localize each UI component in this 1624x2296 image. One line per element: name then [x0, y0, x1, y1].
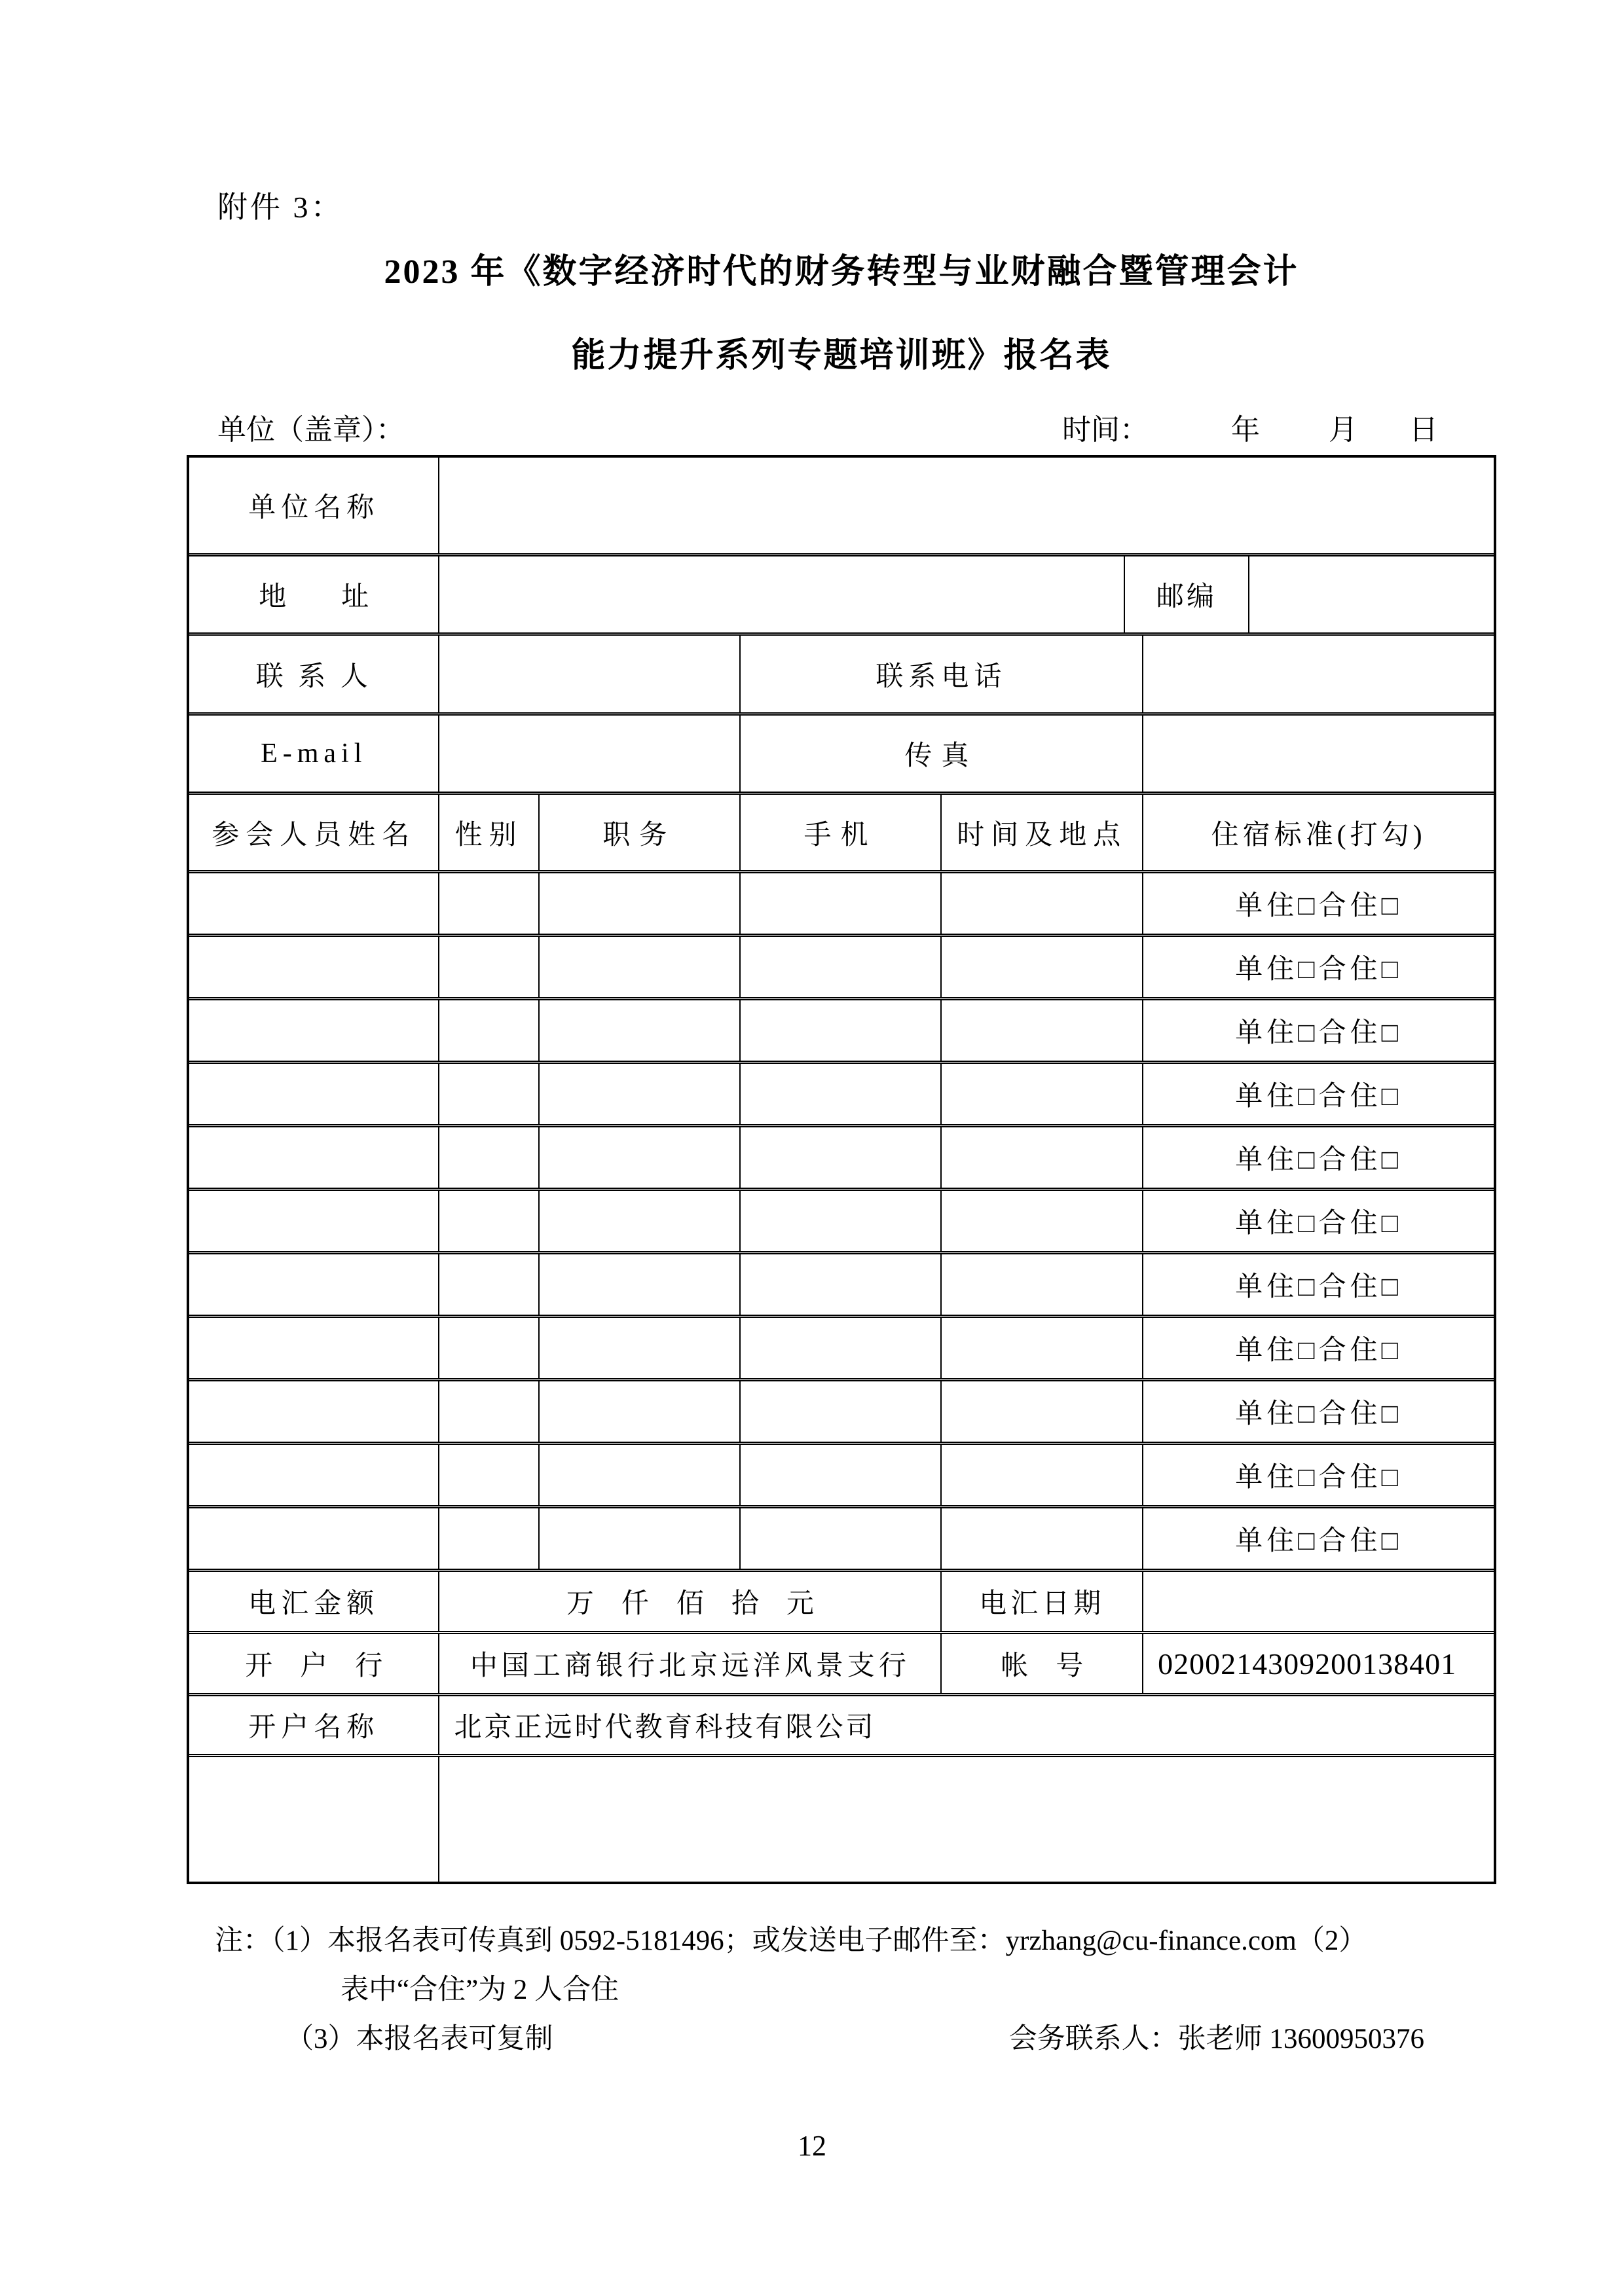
account-name-label-cell: [189, 1696, 439, 1754]
contact-label: 联 系 人: [255, 661, 372, 692]
contact-phone-label-cell: [741, 636, 1144, 712]
attendee-name-cell: [189, 1445, 439, 1505]
note-line-3-left: （3）本报名表可复制: [286, 2024, 553, 2054]
lodging-option-label: 单住□合住□: [1235, 1399, 1402, 1429]
attendee-mobile-cell: [741, 873, 942, 934]
year-label: 年: [1231, 414, 1260, 446]
lodging-option-label: 单住□合住□: [1235, 1526, 1402, 1556]
expectation-label-cell: [189, 1757, 439, 1882]
attendee-lodging-cell: [1143, 1508, 1494, 1569]
attendee-row: [189, 1508, 1494, 1572]
header-name-cell: [189, 795, 439, 870]
attendee-name-cell: [189, 1191, 439, 1251]
lodging-option-label: 单住□合住□: [1235, 1463, 1402, 1493]
account-name-value-cell: [439, 1696, 1494, 1754]
bank-value: 中国工商银行北京远洋风景支行: [470, 1651, 910, 1681]
attendee-name-cell: [189, 1508, 439, 1569]
attendee-mobile-cell: [741, 1127, 942, 1188]
address-label-cell: [189, 556, 439, 632]
lodging-option-label: 单住□合住□: [1235, 955, 1402, 985]
attendee-mobile-cell: [741, 1000, 942, 1061]
remit-date-value-cell: [1143, 1572, 1494, 1631]
registration-form-table: [187, 455, 1496, 1884]
remit-amount-label: 电汇金额: [248, 1589, 380, 1619]
account-value: 0200214309200138401: [1158, 1647, 1457, 1681]
header-gender-cell: [439, 795, 539, 870]
bank-value-cell: [439, 1634, 942, 1693]
attendee-lodging-cell: [1143, 1191, 1494, 1251]
bank-row: [189, 1634, 1494, 1696]
attendee-position-cell: [540, 1191, 741, 1251]
attendee-row: [189, 1064, 1494, 1127]
fax-label-cell: [741, 716, 1144, 792]
conference-contact: 会务联系人：张老师 13600950376: [1008, 2024, 1424, 2054]
attachment-label: 附件 3：: [217, 191, 344, 224]
attendee-row: [189, 937, 1494, 1000]
attendee-mobile-cell: [741, 1445, 942, 1505]
email-label-cell: [189, 716, 439, 792]
header-mobile-label: 手机: [803, 820, 877, 850]
attendee-mobile-cell: [741, 1254, 942, 1315]
contact-phone-label: 联系电话: [876, 661, 1007, 692]
attendee-position-cell: [540, 1445, 741, 1505]
document-title: [187, 230, 1496, 398]
attendee-row: [189, 1254, 1494, 1318]
header-position-label: 职务: [602, 820, 676, 850]
attendee-time-place-cell: [942, 937, 1143, 997]
time-label: 时间：: [1062, 414, 1149, 446]
attendee-gender-cell: [439, 1381, 539, 1442]
contact-phone-value-cell: [1143, 636, 1494, 712]
unit-name-row: [189, 458, 1494, 556]
attendee-mobile-cell: [741, 1191, 942, 1251]
header-mobile-cell: [741, 795, 942, 870]
attendee-name-cell: [189, 1254, 439, 1315]
attendee-position-cell: [540, 1508, 741, 1569]
attendee-lodging-cell: [1143, 937, 1494, 997]
attendee-time-place-cell: [942, 1381, 1143, 1442]
unit-name-value-cell: [439, 458, 1494, 553]
attendee-lodging-cell: [1143, 1064, 1494, 1124]
attendee-gender-cell: [439, 1127, 539, 1188]
contact-row: [189, 636, 1494, 716]
meta-row: [187, 402, 1496, 445]
attendee-mobile-cell: [741, 937, 942, 997]
attendee-position-cell: [540, 937, 741, 997]
attendee-gender-cell: [439, 1191, 539, 1251]
attendee-row: [189, 1191, 1494, 1254]
header-lodging-cell: [1143, 795, 1494, 870]
attendee-lodging-cell: [1143, 873, 1494, 934]
fax-value-cell: [1143, 716, 1494, 792]
day-label: 日: [1409, 414, 1438, 446]
lodging-option-label: 单住□合住□: [1235, 1018, 1402, 1048]
account-label-cell: [942, 1634, 1143, 1693]
attendee-gender-cell: [439, 1508, 539, 1569]
attendee-row: [189, 1000, 1494, 1064]
title-line-1: 2023 年《数字经济时代的财务转型与业财融合暨管理会计: [384, 253, 1299, 291]
expectation-row: [189, 1757, 1494, 1882]
expectation-label-line-1: [219, 1757, 408, 1759]
note-line-3: [286, 2023, 1496, 2056]
remit-date-label-cell: [942, 1572, 1143, 1631]
postcode-label: 邮编: [1156, 582, 1217, 612]
attendee-mobile-cell: [741, 1064, 942, 1124]
email-value-cell: [439, 716, 740, 792]
postcode-value-cell: [1249, 556, 1494, 632]
month-label: 月: [1329, 414, 1357, 446]
header-time-place-cell: [942, 795, 1143, 870]
attendee-position-cell: [540, 1000, 741, 1061]
attendee-position-cell: [540, 873, 741, 934]
email-label: E-mail: [261, 738, 367, 769]
lodging-option-label: 单住□合住□: [1235, 1082, 1402, 1112]
attendee-position-cell: [540, 1381, 741, 1442]
attendee-gender-cell: [439, 1254, 539, 1315]
attendee-mobile-cell: [741, 1318, 942, 1378]
notes-section: [187, 1925, 1496, 2056]
attendee-name-cell: [189, 937, 439, 997]
attendee-gender-cell: [439, 1064, 539, 1124]
bank-label: 开 户 行: [245, 1651, 383, 1681]
attendee-time-place-cell: [942, 1445, 1143, 1505]
attendee-row: [189, 1127, 1494, 1191]
attendee-name-cell: [189, 873, 439, 934]
header-position-cell: [540, 795, 741, 870]
attendee-mobile-cell: [741, 1381, 942, 1442]
header-lodging-label: 住宿标准(打勾): [1211, 820, 1426, 850]
contact-label-cell: [189, 636, 439, 712]
attendee-mobile-cell: [741, 1508, 942, 1569]
header-time-place-label: 时间及地点: [957, 820, 1128, 850]
attendee-name-cell: [189, 1127, 439, 1188]
attendee-name-cell: [189, 1381, 439, 1442]
expectation-value-cell: [439, 1757, 1494, 1882]
account-value-cell: [1143, 1634, 1494, 1693]
attendee-lodging-cell: [1143, 1318, 1494, 1378]
attendee-lodging-cell: [1143, 1000, 1494, 1061]
lodging-option-label: 单住□合住□: [1235, 891, 1402, 921]
lodging-option-label: 单住□合住□: [1235, 1145, 1402, 1175]
attendee-name-cell: [189, 1064, 439, 1124]
attendee-header-row: [189, 795, 1494, 873]
address-value-cell: [439, 556, 1125, 632]
lodging-option-label: 单住□合住□: [1235, 1336, 1402, 1366]
attendee-gender-cell: [439, 1000, 539, 1061]
attendee-time-place-cell: [942, 1508, 1143, 1569]
lodging-option-label: 单住□合住□: [1235, 1209, 1402, 1239]
account-name-label: 开户名称: [248, 1713, 380, 1743]
account-name-value: 北京正远时代教育科技有限公司: [454, 1713, 876, 1743]
attendee-gender-cell: [439, 1318, 539, 1378]
attendee-gender-cell: [439, 1445, 539, 1505]
postcode-label-cell: [1125, 556, 1249, 632]
attendee-time-place-cell: [942, 1000, 1143, 1061]
attendee-time-place-cell: [942, 1127, 1143, 1188]
header-gender-label: 性别: [454, 820, 523, 850]
attendee-row: [189, 1381, 1494, 1445]
remit-amount-units-cell: [439, 1572, 942, 1631]
attendee-row: [189, 873, 1494, 937]
bank-label-cell: [189, 1634, 439, 1693]
unit-name-label: 单位名称: [248, 493, 380, 523]
attendee-lodging-cell: [1143, 1127, 1494, 1188]
attendee-gender-cell: [439, 873, 539, 934]
header-name-label: 参会人员姓名: [212, 820, 416, 850]
attendee-name-cell: [189, 1318, 439, 1378]
attendee-lodging-cell: [1143, 1381, 1494, 1442]
title-line-2: 能力提升系列专题培训班》报名表: [571, 337, 1112, 374]
attendee-time-place-cell: [942, 1318, 1143, 1378]
fax-label: 传真: [904, 741, 978, 771]
email-row: [189, 716, 1494, 795]
lodging-option-label: 单住□合住□: [1235, 1272, 1402, 1302]
account-name-row: [189, 1696, 1494, 1757]
remit-amount-units: 万 仟 佰 拾 元: [566, 1589, 814, 1619]
remit-amount-label-cell: [189, 1572, 439, 1631]
remit-amount-row: [189, 1572, 1494, 1634]
address-row: [189, 556, 1494, 636]
note-line-2: 表中“合住”为 2 人合住: [341, 1975, 619, 2005]
attendee-position-cell: [540, 1254, 741, 1315]
note-line-1: 注：（1）本报名表可传真到 0592-5181496；或发送电子邮件至：yrzhang@cu-finance.com（2）: [215, 1925, 1367, 1956]
attendee-gender-cell: [439, 937, 539, 997]
attendee-position-cell: [540, 1127, 741, 1188]
unit-seal-label: 单位（盖章）：: [217, 414, 405, 446]
attendee-row: [189, 1445, 1494, 1508]
expectation-label-line-2: [219, 1880, 408, 1882]
unit-name-label-cell: [189, 458, 439, 553]
page-number: 12: [798, 2130, 826, 2162]
attendee-time-place-cell: [942, 1191, 1143, 1251]
attendee-position-cell: [540, 1318, 741, 1378]
attendee-name-cell: [189, 1000, 439, 1061]
attendee-lodging-cell: [1143, 1445, 1494, 1505]
attendee-time-place-cell: [942, 1064, 1143, 1124]
attendee-row: [189, 1318, 1494, 1381]
contact-value-cell: [439, 636, 740, 712]
attendee-time-place-cell: [942, 1254, 1143, 1315]
address-label: 地 址: [259, 582, 369, 612]
attendee-position-cell: [540, 1064, 741, 1124]
attendee-time-place-cell: [942, 873, 1143, 934]
account-label: 帐 号: [1001, 1651, 1084, 1681]
expectation-label: [219, 1757, 408, 1882]
attendee-lodging-cell: [1143, 1254, 1494, 1315]
remit-date-label: 电汇日期: [979, 1589, 1105, 1619]
